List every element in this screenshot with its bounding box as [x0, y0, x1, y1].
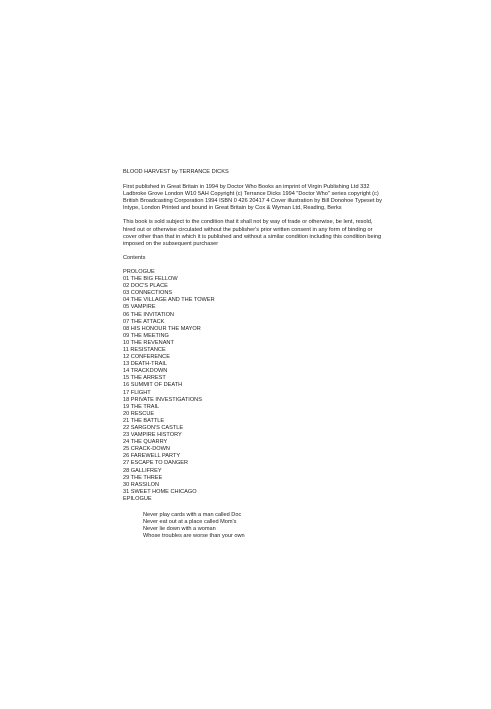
toc-entry: 24 THE QUARRY — [123, 439, 168, 446]
toc-entry: 16 SUMMIT OF DEATH — [123, 382, 183, 389]
verse-line: Whose troubles are worse than your own — [143, 533, 245, 540]
toc-entry: 10 THE REVENANT — [123, 339, 174, 346]
epigraph-verse — [123, 512, 383, 540]
toc-entry: EPILOGUE — [123, 495, 152, 502]
toc-entry: 14 TRACKDOWN — [123, 368, 168, 375]
toc-entry: 07 THE ATTACK — [123, 318, 165, 325]
verse-line: Never eat out at a place called Mom's — [143, 519, 237, 526]
toc-entry: 30 RASSILON — [123, 481, 160, 488]
book-title: BLOOD HARVEST by TERRANCE DICKS — [123, 169, 229, 175]
sale-conditions: This book is sold subject to the condition that it shall not by way of trade or otherwise, be lent, resold, hired out or otherwise circulated without the publisher's prior written consent in any form of binding or cover other than that in which it is published and without a similar condition including this condition being imposed on the subsequent purchaser — [123, 219, 382, 247]
toc-entry: 13 DEATH-TRAIL — [123, 361, 168, 368]
verse-line: Never lie down with a woman — [143, 526, 216, 533]
toc-entry: 06 THE INVITATION — [123, 311, 174, 318]
verse-line: Never play cards with a man called Doc — [143, 512, 242, 519]
toc-entry: 03 CONNECTIONS — [123, 290, 173, 297]
toc-entry: 18 PRIVATE INVESTIGATIONS — [123, 396, 202, 403]
toc-entry: 08 HIS HONOUR THE MAYOR — [123, 325, 201, 332]
contents-heading: Contents — [123, 254, 146, 261]
toc-entry: 17 FLIGHT — [123, 389, 151, 396]
toc-entry: 05 VAMPIRE — [123, 304, 156, 311]
toc-entry: 20 RESCUE — [123, 410, 155, 417]
toc-entry: 02 DOC'S PLACE — [123, 283, 168, 290]
toc-entry: 15 THE ARREST — [123, 375, 166, 382]
publication-info: First published in Great Britain in 1994 by Doctor Who Books an imprint of Virgin Publishing Ltd 332 Ladbroke Grove London W10 5AH Copyright (c) Terrance Dicks 1994 "Doctor Who" series copyright (c) British Broadcasting Corporation 1994 ISBN 0 426 20417 4 Cover illustration by Bill Donohoe Typeset by Intype, London Printed and bound in Great Britain by Cox & Wyman Ltd, Reading, Berks — [123, 184, 382, 212]
toc-entry: 12 CONFERENCE — [123, 354, 170, 361]
toc-entry: 01 THE BIG FELLOW — [123, 276, 178, 283]
toc-entry: 26 FAREWELL PARTY — [123, 453, 181, 460]
toc-entry: PROLOGUE — [123, 268, 155, 275]
toc-entry: 28 GALLIFREY — [123, 467, 162, 474]
toc-entry: 29 THE THREE — [123, 474, 163, 481]
book-page — [123, 169, 383, 540]
toc-entry: 22 SARGON'S CASTLE — [123, 425, 184, 431]
toc-entry: 04 THE VILLAGE AND THE TOWER — [123, 297, 215, 304]
toc-entry: 25 CRACK-DOWN — [123, 446, 170, 453]
toc-entry: 19 THE TRAIL — [123, 403, 160, 410]
toc-entry: 21 THE BATTLE — [123, 417, 165, 424]
toc-entry: 11 RESISTANCE — [123, 346, 166, 353]
table-of-contents — [123, 269, 383, 503]
toc-entry: 27 ESCAPE TO DANGER — [123, 460, 189, 467]
toc-entry: 09 THE MEETING — [123, 332, 169, 339]
toc-entry: 31 SWEET HOME CHICAGO — [123, 488, 197, 495]
toc-entry: 23 VAMPIRE HISTORY — [123, 432, 182, 439]
